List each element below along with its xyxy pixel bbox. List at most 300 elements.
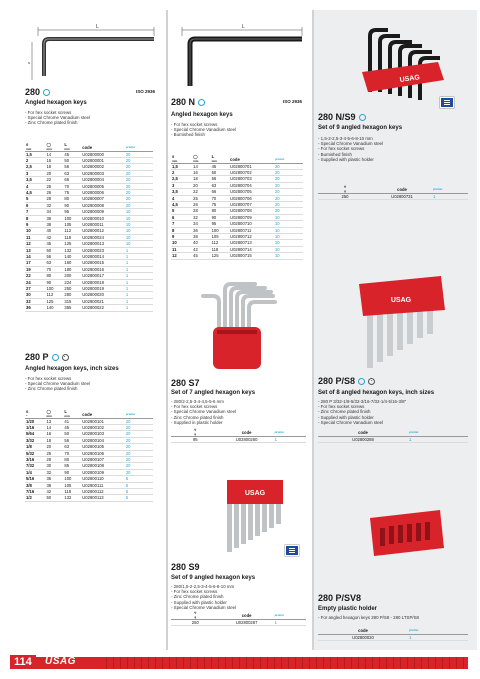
table-cell: U02800711 bbox=[229, 227, 274, 233]
table-cell: 50 bbox=[45, 247, 63, 253]
table-cell: 315 bbox=[63, 298, 81, 304]
table-cell: U02800715 bbox=[229, 253, 274, 259]
table-cell: U02800003 bbox=[81, 170, 125, 176]
table-cell: 63 bbox=[63, 170, 81, 176]
table-cell: 20 bbox=[125, 164, 153, 170]
table-cell: 280 bbox=[63, 292, 81, 298]
spec-table-280ns9 bbox=[318, 184, 468, 200]
product-title: Set of 9 angled hexagon keys bbox=[171, 575, 256, 581]
table-cell: 16 bbox=[192, 169, 210, 175]
col-promo: promo bbox=[274, 154, 303, 163]
table-cell: 224 bbox=[63, 279, 81, 285]
table-cell: 32 bbox=[45, 202, 63, 208]
table-cell: U02800014 bbox=[81, 254, 125, 260]
table-cell: 34 bbox=[192, 221, 210, 227]
feature-list bbox=[318, 136, 468, 162]
table-cell: 1/16 bbox=[25, 424, 45, 430]
hex-key-set-ps8-image bbox=[345, 262, 455, 372]
table-cell: U02800710 bbox=[229, 221, 274, 227]
table-cell: 250 bbox=[318, 193, 372, 199]
table-cell: 1 bbox=[125, 279, 153, 285]
table-cell: 20 bbox=[125, 456, 153, 462]
table-cell: 80 bbox=[63, 196, 81, 202]
table-row bbox=[171, 253, 303, 259]
table-cell: 20 bbox=[125, 424, 153, 430]
table-cell: 32 bbox=[45, 469, 63, 475]
table-cell: 10 bbox=[274, 240, 303, 246]
table-cell: 38 bbox=[45, 482, 63, 488]
table-cell: 28 bbox=[192, 208, 210, 214]
col-code: code bbox=[229, 154, 274, 163]
feature-item: - Special Chrome Vanadium steel bbox=[171, 604, 237, 610]
table-cell: U02800105 bbox=[81, 444, 125, 450]
table-cell: 1 bbox=[125, 254, 153, 260]
holder-label: USAG bbox=[390, 297, 412, 304]
code-text: 280 N/S9 bbox=[318, 112, 356, 122]
table-cell: 5 bbox=[171, 208, 192, 214]
table-cell: 14 bbox=[45, 151, 63, 157]
table-cell: 20 bbox=[125, 151, 153, 157]
product-code-280n bbox=[171, 97, 205, 107]
col-dim: ◯ mm bbox=[192, 154, 210, 163]
dim-s-label: s bbox=[28, 60, 30, 65]
table-cell: 10 bbox=[274, 233, 303, 239]
spec-table-280n bbox=[171, 154, 303, 260]
hex-key-set-s7-image bbox=[195, 272, 285, 372]
table-cell: 50 bbox=[63, 157, 81, 163]
code-text: 280 bbox=[25, 87, 41, 97]
feature-item: - For hex socket screws bbox=[171, 404, 218, 410]
table-cell: 30 bbox=[45, 463, 63, 469]
col-code: code bbox=[372, 184, 432, 193]
table-cell: 26 bbox=[45, 189, 63, 195]
table-cell: 1 bbox=[274, 619, 306, 625]
table-cell: 5 bbox=[125, 476, 153, 482]
feature-item: - Special Chrome Vanadium steel bbox=[25, 381, 91, 387]
dim-l-label: L bbox=[96, 24, 99, 30]
feature-list bbox=[171, 584, 306, 610]
table-cell: 3,5 bbox=[171, 189, 192, 195]
table-cell: U02800704 bbox=[229, 182, 274, 188]
holder-label: USAG bbox=[244, 490, 266, 497]
iso-standard: ISO 2936 bbox=[136, 89, 156, 94]
col-promo: promo bbox=[125, 142, 153, 151]
table-cell: U02800109 bbox=[81, 469, 125, 475]
product-code-280ns9 bbox=[318, 112, 366, 122]
col-l: L mm bbox=[211, 154, 229, 163]
table-cell: 6 bbox=[25, 202, 45, 208]
table-cell: 50 bbox=[211, 169, 229, 175]
table-cell: 160 bbox=[63, 260, 81, 266]
code-text: 280 P bbox=[25, 352, 49, 362]
blue-ring-icon bbox=[198, 99, 205, 106]
table-cell: 4 bbox=[171, 195, 192, 201]
product-title: Empty plastic holder bbox=[318, 606, 378, 612]
feature-item: - Supplied in plastic holder bbox=[171, 419, 223, 425]
table-cell: 1/4 bbox=[25, 469, 45, 475]
table-cell: 75 bbox=[63, 189, 81, 195]
col-l: L mm bbox=[63, 409, 81, 418]
table-cell: 20 bbox=[274, 189, 303, 195]
footer-stripes bbox=[100, 657, 468, 669]
table-cell: 118 bbox=[211, 246, 229, 252]
feature-item: - 1,5-2-2,5-3-4-5-6-8-10 mm bbox=[318, 136, 373, 141]
col-l: L mm bbox=[63, 142, 81, 151]
feature-list bbox=[171, 399, 306, 425]
feature-item: - Zinc Chrome plated finish bbox=[171, 594, 224, 600]
col-dim: ◯ mm bbox=[45, 142, 63, 151]
table-cell: 80 bbox=[63, 456, 81, 462]
table-cell: U02800009 bbox=[81, 209, 125, 215]
table-cell: 95 bbox=[171, 436, 220, 442]
feature-list bbox=[318, 399, 468, 425]
table-cell: 7/32 bbox=[25, 463, 45, 469]
table-cell: U02800107 bbox=[81, 456, 125, 462]
table-cell: 90 bbox=[63, 469, 81, 475]
table-cell: 28 bbox=[45, 456, 63, 462]
table-cell: 1 bbox=[274, 436, 306, 442]
table-cell: U02800707 bbox=[229, 201, 274, 207]
feature-item: - Zinc Chrome plated finish bbox=[171, 414, 224, 420]
col-promo: promo bbox=[125, 409, 153, 418]
table-cell: 105 bbox=[63, 221, 81, 227]
table-cell: 1/2 bbox=[25, 495, 45, 501]
table-cell: 1 bbox=[125, 247, 153, 253]
table-cell: 95 bbox=[63, 209, 81, 215]
table-cell: 34 bbox=[45, 209, 63, 215]
table-cell: 6 bbox=[171, 214, 192, 220]
table-cell: 125 bbox=[63, 241, 81, 247]
feature-item: - Zinc Chrome plated finish bbox=[25, 386, 78, 392]
empty-holder-psv8-image bbox=[360, 500, 450, 570]
table-cell: 32 bbox=[25, 298, 45, 304]
table-row bbox=[318, 436, 468, 442]
code-text: 280 P/S8 bbox=[318, 376, 356, 386]
table-cell: 105 bbox=[211, 233, 229, 239]
table-cell: 3/16 bbox=[25, 456, 45, 462]
table-cell: 20 bbox=[125, 437, 153, 443]
table-cell: U02800002 bbox=[81, 164, 125, 170]
table-cell: 50 bbox=[45, 495, 63, 501]
brand-logo: USAG bbox=[45, 656, 76, 667]
table-cell: 1 bbox=[125, 266, 153, 272]
spec-table-280s7 bbox=[171, 427, 306, 443]
table-row bbox=[25, 305, 153, 311]
table-cell: 80 bbox=[211, 208, 229, 214]
table-cell: 19 bbox=[25, 266, 45, 272]
col-weight: ▿ g bbox=[318, 184, 372, 193]
table-cell: 70 bbox=[63, 450, 81, 456]
spec-table-280s9 bbox=[171, 610, 306, 626]
table-cell: U02800110 bbox=[81, 476, 125, 482]
product-title: Set of 7 angled hexagon keys bbox=[171, 390, 256, 396]
table-cell: 140 bbox=[45, 305, 63, 311]
table-cell: 118 bbox=[63, 234, 81, 240]
feature-item: - For hex socket screws bbox=[318, 404, 365, 410]
feature-item: - Special Chrome Vanadium steel bbox=[25, 115, 91, 121]
table-cell: U02800108 bbox=[81, 463, 125, 469]
blue-ring-icon bbox=[43, 89, 50, 96]
table-cell: 56 bbox=[45, 254, 63, 260]
table-cell: 22 bbox=[192, 189, 210, 195]
feature-item: - Special Chrome Vanadium steel bbox=[171, 127, 237, 133]
table-cell: 2 bbox=[25, 157, 45, 163]
table-cell: 3 bbox=[25, 170, 45, 176]
table-cell: 70 bbox=[63, 183, 81, 189]
table-cell: U02800112 bbox=[81, 488, 125, 494]
table-cell: 16 bbox=[45, 157, 63, 163]
table-cell: 85 bbox=[63, 463, 81, 469]
holder-label: USAG bbox=[399, 74, 421, 84]
hex-key-set-ns9-image bbox=[340, 22, 455, 114]
col-code: code bbox=[220, 610, 274, 619]
table-cell: 5 bbox=[125, 482, 153, 488]
table-cell: 20 bbox=[274, 208, 303, 214]
table-cell: 3,5 bbox=[25, 177, 45, 183]
table-cell: 10 bbox=[125, 209, 153, 215]
col-s: s mm bbox=[171, 154, 192, 163]
table-cell: 1 bbox=[125, 260, 153, 266]
feature-item: - Burnished finish bbox=[318, 151, 352, 157]
table-cell: 10 bbox=[125, 215, 153, 221]
table-cell: 5 bbox=[125, 488, 153, 494]
table-cell: 125 bbox=[45, 298, 63, 304]
table-cell: U02800706 bbox=[229, 195, 274, 201]
table-cell: 20 bbox=[274, 195, 303, 201]
table-cell: U02800004 bbox=[81, 177, 125, 183]
table-cell: 27 bbox=[25, 286, 45, 292]
table-cell: 66 bbox=[63, 177, 81, 183]
table-cell: U02800103 bbox=[81, 431, 125, 437]
product-title: Set of 9 angled hexagon keys bbox=[318, 125, 403, 131]
table-cell: 45 bbox=[45, 241, 63, 247]
feature-item: - Supplied with plastic holder bbox=[318, 414, 374, 420]
col-code: code bbox=[318, 427, 408, 436]
table-cell: 20 bbox=[125, 450, 153, 456]
feature-item: - 280 P 3/32-1/8-5/32-3/16-7/32-1/4-5/16-3/8" bbox=[318, 399, 407, 404]
table-cell: 14 bbox=[45, 424, 63, 430]
table-cell: 42 bbox=[45, 234, 63, 240]
feature-item: - For hex socket screws bbox=[25, 376, 72, 381]
table-cell: 18 bbox=[45, 164, 63, 170]
table-row bbox=[171, 436, 306, 442]
table-cell: U02800714 bbox=[229, 246, 274, 252]
feature-item: - Zinc Chrome plated finish bbox=[25, 120, 78, 126]
table-cell: 105 bbox=[63, 482, 81, 488]
table-cell: 1 bbox=[432, 193, 468, 199]
table-cell: 20 bbox=[125, 431, 153, 437]
table-cell: 2,5 bbox=[171, 176, 192, 182]
table-cell: U02800106 bbox=[81, 450, 125, 456]
table-cell: 10 bbox=[274, 221, 303, 227]
table-cell: 7/16 bbox=[25, 488, 45, 494]
table-cell: U02800012 bbox=[81, 228, 125, 234]
product-code-280s9: 280 S9 bbox=[171, 562, 200, 572]
product-title: Angled hexagon keys bbox=[171, 112, 233, 118]
table-cell: U02800007 bbox=[81, 196, 125, 202]
table-cell: 56 bbox=[211, 176, 229, 182]
table-cell: 45 bbox=[192, 253, 210, 259]
table-cell: 22 bbox=[45, 177, 63, 183]
table-row bbox=[171, 619, 306, 625]
table-cell: 20 bbox=[274, 176, 303, 182]
table-cell: U02800701 bbox=[229, 163, 274, 169]
table-cell: U02800102 bbox=[81, 424, 125, 430]
col-promo: promo bbox=[432, 184, 468, 193]
table-cell: 20 bbox=[125, 177, 153, 183]
table-cell: 20 bbox=[125, 170, 153, 176]
table-cell: 20 bbox=[125, 183, 153, 189]
product-code-280p bbox=[25, 352, 69, 362]
table-cell: 13 bbox=[25, 247, 45, 253]
table-cell: 100 bbox=[63, 215, 81, 221]
table-cell: 90 bbox=[211, 214, 229, 220]
table-cell: 20 bbox=[274, 169, 303, 175]
table-cell: 9 bbox=[25, 221, 45, 227]
table-cell: 66 bbox=[211, 189, 229, 195]
feature-item: - Special Chrome Vanadium steel bbox=[171, 409, 237, 415]
table-cell: 132 bbox=[63, 247, 81, 253]
spec-table-280ps8 bbox=[318, 427, 468, 443]
table-cell: U02800288 bbox=[318, 436, 408, 442]
table-cell: 20 bbox=[45, 170, 63, 176]
table-cell: U02800010 bbox=[81, 215, 125, 221]
table-cell: 26 bbox=[192, 201, 210, 207]
table-cell: 42 bbox=[45, 488, 63, 494]
hex-key-dimension-drawing bbox=[28, 22, 160, 87]
table-cell: 80 bbox=[45, 273, 63, 279]
table-cell: U02800101 bbox=[81, 418, 125, 424]
table-cell: 28 bbox=[45, 196, 63, 202]
table-cell: 20 bbox=[125, 444, 153, 450]
table-cell: 11 bbox=[171, 246, 192, 252]
table-cell: 75 bbox=[211, 201, 229, 207]
code-text: 280 N bbox=[171, 97, 196, 107]
table-cell: 24 bbox=[25, 279, 45, 285]
col-s: s " bbox=[25, 409, 45, 418]
table-cell: 20 bbox=[45, 444, 63, 450]
table-cell: 12 bbox=[171, 253, 192, 259]
col-promo: promo bbox=[408, 625, 468, 634]
table-cell: 1 bbox=[125, 298, 153, 304]
table-cell: 13 bbox=[45, 418, 63, 424]
feature-list bbox=[25, 376, 155, 392]
spec-table-280psv8 bbox=[318, 625, 468, 641]
feature-item: - 280/1,5-2-2,5-3-4-5-6-8-10 mm bbox=[171, 584, 235, 589]
feature-list bbox=[25, 110, 155, 126]
product-title: Angled hexagon keys bbox=[25, 100, 87, 106]
table-cell: 3 bbox=[171, 182, 192, 188]
table-cell: 3/32 bbox=[25, 437, 45, 443]
table-cell: 41 bbox=[63, 418, 81, 424]
feature-item: - Special Chrome Vanadium steel bbox=[318, 419, 384, 425]
table-cell: 22 bbox=[25, 273, 45, 279]
table-cell: U02800023 bbox=[81, 247, 125, 253]
col-weight: ▿ g bbox=[171, 610, 220, 619]
gray-ring-icon bbox=[62, 354, 69, 361]
feature-item: - Supplied with plastic holder bbox=[171, 599, 227, 605]
col-promo: promo bbox=[274, 427, 306, 436]
table-cell: 10 bbox=[125, 228, 153, 234]
table-cell: 1/8 bbox=[25, 444, 45, 450]
table-cell: 8 bbox=[25, 215, 45, 221]
table-cell: 20 bbox=[274, 182, 303, 188]
table-cell: 7 bbox=[25, 209, 45, 215]
table-cell: 40 bbox=[192, 240, 210, 246]
product-title: Set of 8 angled hexagon keys, inch sizes bbox=[318, 390, 435, 396]
table-cell: 50 bbox=[63, 431, 81, 437]
table-cell: 140 bbox=[63, 254, 81, 260]
table-cell: 10 bbox=[274, 214, 303, 220]
table-cell: 70 bbox=[45, 266, 63, 272]
table-cell: 20 bbox=[125, 418, 153, 424]
table-cell: 36 bbox=[192, 227, 210, 233]
table-cell: 3/8 bbox=[25, 482, 45, 488]
table-cell: 1 bbox=[408, 436, 468, 442]
col-s: s mm bbox=[25, 142, 45, 151]
product-code-280 bbox=[25, 87, 50, 97]
table-cell: U02800024 bbox=[81, 234, 125, 240]
table-cell: 1,5 bbox=[171, 163, 192, 169]
table-cell: 5/16 bbox=[25, 476, 45, 482]
col-code: code bbox=[81, 409, 125, 418]
table-cell: 2,5 bbox=[25, 164, 45, 170]
table-cell: 56 bbox=[63, 437, 81, 443]
table-cell: 10 bbox=[274, 246, 303, 252]
table-cell: U02800015 bbox=[81, 260, 125, 266]
table-cell: 125 bbox=[211, 253, 229, 259]
table-cell: U02800005 bbox=[81, 183, 125, 189]
table-cell: U02800113 bbox=[81, 495, 125, 501]
product-code-280s7: 280 S7 bbox=[171, 378, 200, 388]
feature-item: - Zinc Chrome plated finish bbox=[318, 409, 371, 415]
table-cell: U02800011 bbox=[81, 221, 125, 227]
table-cell: 10 bbox=[171, 240, 192, 246]
feature-item: - Supplied with plastic holder bbox=[318, 156, 374, 162]
table-row bbox=[318, 634, 468, 640]
table-cell: 100 bbox=[45, 286, 63, 292]
table-cell: U02800712 bbox=[229, 233, 274, 239]
table-cell: 20 bbox=[274, 163, 303, 169]
blue-ring-icon bbox=[359, 114, 366, 121]
col-dim: ◯ mm bbox=[45, 409, 63, 418]
table-cell: U02800703 bbox=[229, 176, 274, 182]
table-cell: 18 bbox=[45, 437, 63, 443]
hex-key-dimension-drawing bbox=[172, 22, 307, 92]
spec-table-280 bbox=[25, 142, 153, 312]
table-cell: U02800708 bbox=[229, 208, 274, 214]
table-cell: 1,5 bbox=[25, 151, 45, 157]
product-code-280psv8: 280 P/SV8 bbox=[318, 593, 362, 603]
table-row bbox=[318, 193, 468, 199]
table-cell: U02800260 bbox=[220, 436, 274, 442]
table-cell: 17 bbox=[25, 260, 45, 266]
feature-list bbox=[318, 615, 468, 620]
col-code: code bbox=[81, 142, 125, 151]
feature-item: - For hex socket screws bbox=[171, 122, 218, 127]
blue-ring-icon bbox=[52, 354, 59, 361]
display-pack-icon bbox=[440, 97, 454, 108]
table-cell: U02800001 bbox=[81, 157, 125, 163]
table-cell: 42 bbox=[192, 246, 210, 252]
table-cell: 5 bbox=[125, 495, 153, 501]
col-code: code bbox=[220, 427, 274, 436]
col-code: code bbox=[318, 625, 408, 634]
dim-l-label: L bbox=[242, 24, 245, 30]
table-cell: U02800111 bbox=[81, 482, 125, 488]
table-cell: 14 bbox=[192, 163, 210, 169]
table-cell: 4 bbox=[25, 183, 45, 189]
